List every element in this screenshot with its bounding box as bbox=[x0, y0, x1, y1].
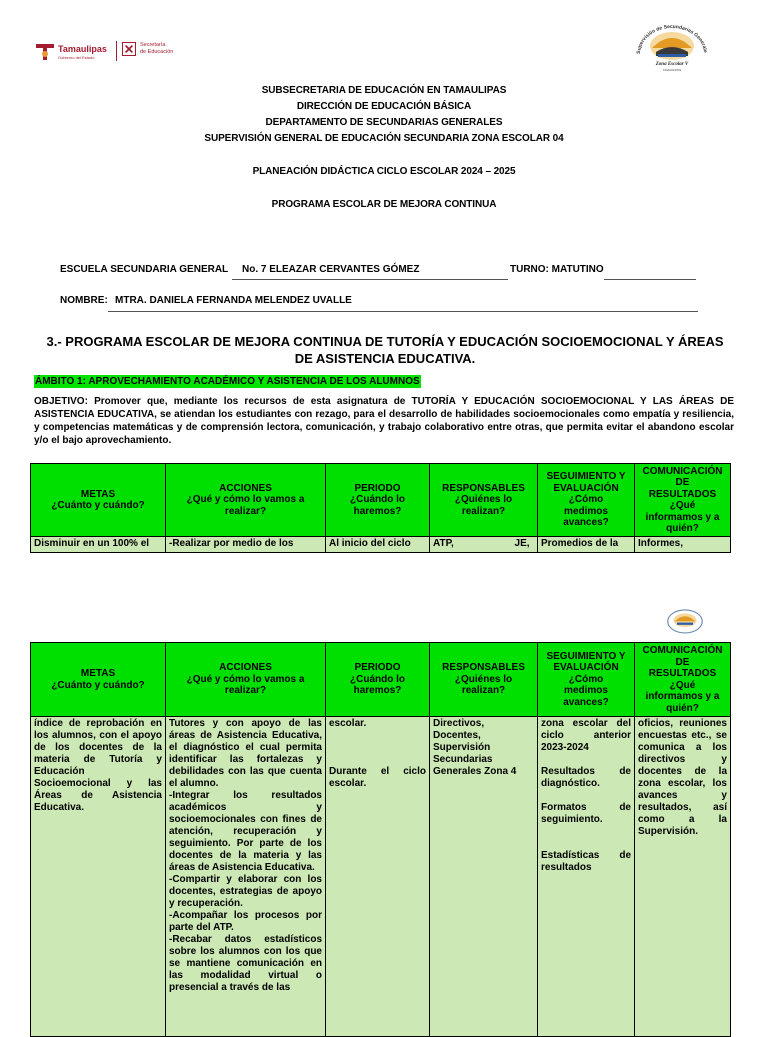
tamaulipas-sub: Gobierno del Estado bbox=[58, 55, 95, 60]
cell-periodo: Al inicio del ciclo bbox=[326, 537, 430, 553]
cell-responsables: Directivos, Docentes, Supervisión Secundarias Generales Zona 4 bbox=[430, 717, 538, 1037]
cell-acciones bbox=[166, 717, 326, 1037]
tamaulipas-mark-icon bbox=[34, 40, 56, 62]
accion-item: -Integrar los resultados académicos y socioemocionales con fines de atención, recuperación y seguimiento. Por parte de los docentes de la materia y las áreas de Asistencia Educativa. bbox=[169, 790, 322, 873]
emblem-label: Zona Escolar V bbox=[655, 62, 689, 67]
cell-metas: índice de reprobación en los alumnos, con el apoyo de los docentes de la materia de Tutoría y Educación Socioemocional y las Áreas de Asistencia Educativa. bbox=[31, 717, 166, 1037]
nombre-underline bbox=[108, 311, 698, 312]
ambito-heading: ÁMBITO 1: APROVECHAMIENTO ACADÉMICO Y ASISTENCIA DE LOS ALUMNOS bbox=[35, 376, 420, 387]
table-row bbox=[31, 717, 731, 1037]
header-seguimiento: SEGUIMIENTO Y EVALUACIÓN ¿Cómo medimos avances? bbox=[538, 643, 635, 717]
header-metas: METAS ¿Cuánto y cuándo? bbox=[31, 643, 166, 717]
tamaulipas-name: Tamaulipas bbox=[58, 44, 107, 54]
emblem-sub: TAMAULIPAS bbox=[662, 68, 682, 72]
cell-metas: Disminuir en un 100% el bbox=[31, 537, 166, 553]
header-comunicacion: COMUNICACIÓN DE RESULTADOS ¿Qué informamos y a quién? bbox=[635, 643, 731, 717]
secretaria-mark-icon bbox=[122, 42, 136, 56]
objetivo-text: OBJETIVO: Promover que, mediante los recursos de esta asignatura de TUTORÍA Y EDUCACIÓN SOCIOEMOCIONAL Y LAS ÁREAS DE ASISTENCIA EDUCATIVA, se atiendan los estudiantes con rezago, para el desarrollo de habilidades socioemocionales como empatía y resiliencia, y competencias matemáticas y de comprensión lectora, comunicación, y trabajo colaborativo entre otras, que permita evitar el abandono escolar y/o el bajo aprovechamiento. bbox=[34, 396, 734, 446]
cell-acciones: -Realizar por medio de los bbox=[166, 537, 326, 553]
header-acciones: ACCIONES ¿Qué y cómo lo vamos a realizar? bbox=[166, 643, 326, 717]
cell-comunicacion: Informes, bbox=[635, 537, 731, 553]
accion-item: -Acompañar los procesos por parte del ATP. bbox=[169, 910, 322, 933]
header-periodo: PERIODO ¿Cuándo lo haremos? bbox=[326, 643, 430, 717]
nombre-label: NOMBRE: bbox=[60, 295, 108, 306]
programa-title: PROGRAMA ESCOLAR DE MEJORA CONTINUA bbox=[271, 199, 497, 210]
logo-separator bbox=[116, 41, 117, 61]
planeacion-title: PLANEACIÓN DIDÁCTICA CICLO ESCOLAR 2024 – 2025 bbox=[252, 166, 516, 177]
cell-seguimiento: zona escolar del ciclo anterior 2023-2024 Resultados de diagnóstico. Formatos de seguimiento. Estadísticas de resultados bbox=[538, 717, 635, 1037]
escuela-value: No. 7 ELEAZAR CERVANTES GÓMEZ bbox=[242, 264, 420, 275]
nombre-value: MTRA. DANIELA FERNANDA MELENDEZ UVALLE bbox=[115, 295, 352, 306]
turno-underline bbox=[604, 279, 696, 280]
plan-table-page-2 bbox=[30, 642, 731, 1037]
header-periodo: PERIODO ¿Cuándo lo haremos? bbox=[326, 464, 430, 537]
header-acciones: ACCIONES ¿Qué y cómo lo vamos a realizar? bbox=[166, 464, 326, 537]
table-row bbox=[31, 537, 731, 553]
header-line-2: DIRECCIÓN DE EDUCACIÓN BÁSICA bbox=[296, 101, 472, 112]
section-title: 3.- PROGRAMA ESCOLAR DE MEJORA CONTINUA DE TUTORÍA Y EDUCACIÓN SOCIOEMOCIONAL Y ÁREAS DE ASISTENCIA EDUCATIVA. bbox=[46, 334, 724, 366]
cell-seguimiento: Promedios de la bbox=[538, 537, 635, 553]
table-header-row bbox=[31, 464, 731, 537]
header-responsables: RESPONSABLES ¿Quiénes lo realizan? bbox=[430, 464, 538, 537]
cell-comunicacion: oficios, reuniones encuestas etc., se comunica a los directivos y docentes de la zona escolar, los avances y resultados, así como a la Supervisión. bbox=[635, 717, 731, 1037]
header-seguimiento: SEGUIMIENTO Y EVALUACIÓN ¿Cómo medimos avances? bbox=[538, 464, 635, 537]
emblem-ring-text: Supervisión de Secundarias Generale bbox=[635, 24, 708, 55]
zona-escolar-emblem-small bbox=[662, 604, 708, 640]
accion-item: Tutores y con apoyo de las áreas de Asistencia Educativa, el diagnóstico el cual permita identificar las fortalezas y debilidades con las que cuenta el alumno. bbox=[169, 718, 322, 789]
plan-table-page-1 bbox=[30, 463, 731, 553]
secretaria-name: Secretaría de Educación bbox=[140, 42, 174, 55]
header-line-3: DEPARTAMENTO DE SECUNDARIAS GENERALES bbox=[265, 117, 503, 128]
header-responsables: RESPONSABLES ¿Quiénes lo realizan? bbox=[430, 643, 538, 717]
header-comunicacion: COMUNICACIÓN DE RESULTADOS ¿Qué informamos y a quién? bbox=[635, 464, 731, 537]
cell-periodo: escolar. Durante el ciclo escolar. bbox=[326, 717, 430, 1037]
cell-responsables: ATP, JE, bbox=[430, 537, 538, 553]
header-metas: METAS ¿Cuánto y cuándo? bbox=[31, 464, 166, 537]
escuela-underline bbox=[232, 279, 508, 280]
turno-label: TURNO: MATUTINO bbox=[510, 264, 604, 275]
tamaulipas-logo bbox=[34, 38, 184, 64]
escuela-label: ESCUELA SECUNDARIA GENERAL bbox=[60, 264, 229, 275]
accion-item: -Recabar datos estadísticos sobre los alumnos con los que se mantiene comunicación en las modalidad virtual o presencial a través de las bbox=[169, 934, 322, 993]
zona-escolar-emblem bbox=[632, 24, 712, 74]
header-line-4: SUPERVISIÓN GENERAL DE EDUCACIÓN SECUNDARIA ZONA ESCOLAR 04 bbox=[204, 133, 564, 144]
header-line-1: SUBSECRETARIA DE EDUCACIÓN EN TAMAULIPAS bbox=[261, 85, 507, 96]
accion-item: -Compartir y elaborar con los docentes, estrategias de apoyo y recuperación. bbox=[169, 874, 322, 909]
table-header-row bbox=[31, 643, 731, 717]
